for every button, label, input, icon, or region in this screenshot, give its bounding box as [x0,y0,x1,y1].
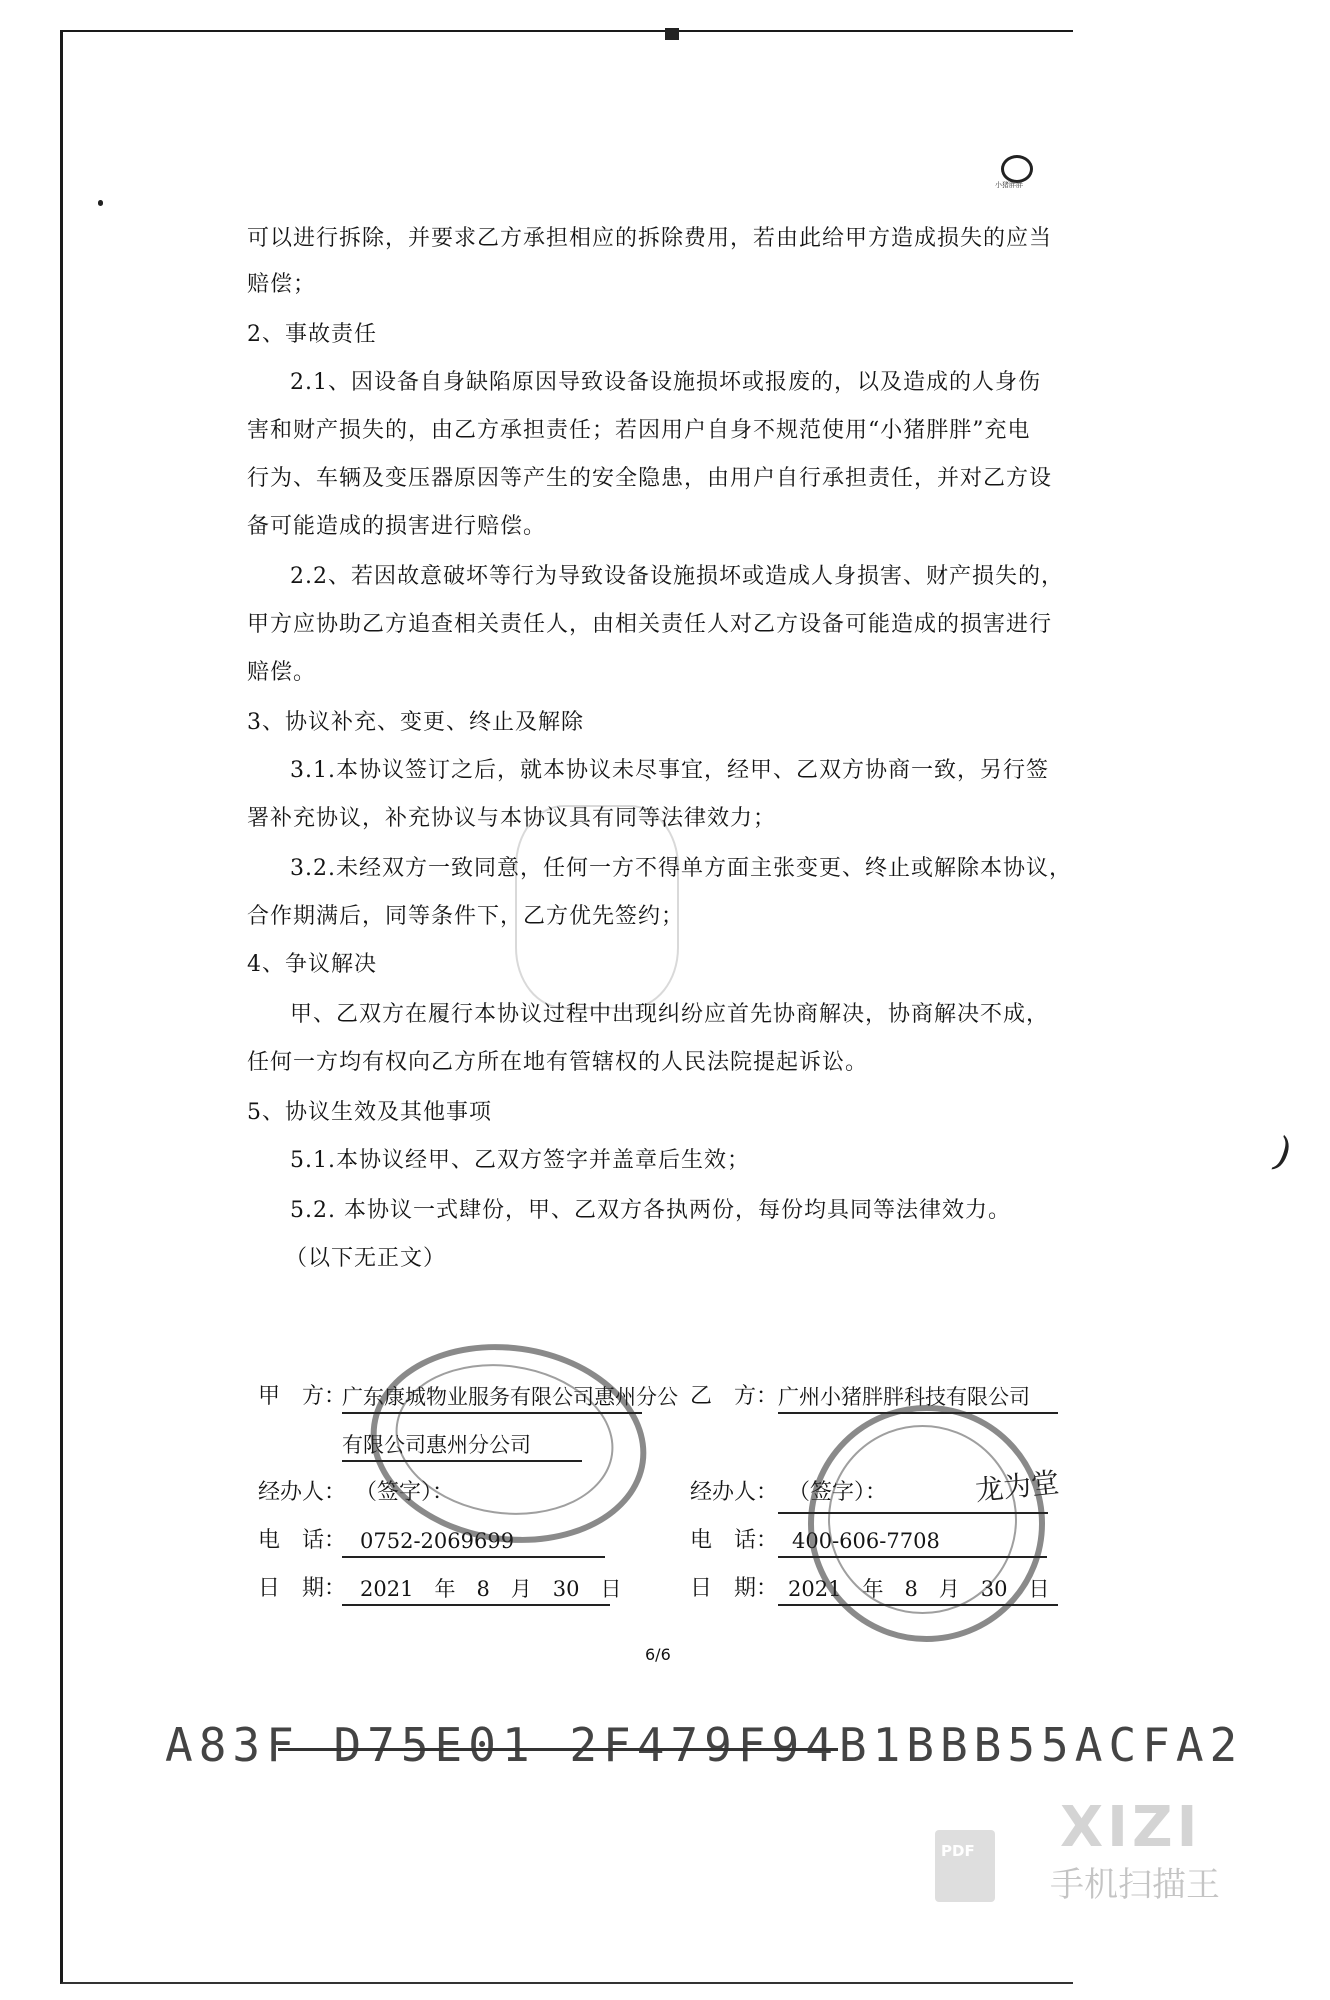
party-a-name-line1: 广东康城物业服务有限公司惠州分公 [342,1382,642,1414]
body-line: 5.1.本协议经甲、乙双方签字并盖章后生效； [290,1148,750,1173]
body-line: 合作期满后，同等条件下，乙方优先签约； [247,904,685,929]
margin-handwritten-mark: ) [1267,1128,1299,1178]
section-heading: 3、协议补充、变更、终止及解除 [247,710,584,735]
pdf-icon-label: PDF [941,1842,975,1860]
scan-speck [98,200,103,206]
party-a-phone-label: 电 话： [258,1528,347,1553]
body-line: 3.1.本协议签订之后，就本协议未尽事宜，经甲、乙双方协商一致，另行签 [290,758,1049,783]
body-line: 甲方应协助乙方追查相关责任人，由相关责任人对乙方设备可能造成的损害进行 [247,612,1053,637]
body-line: 3.2.未经双方一致同意，任何一方不得单方面主张变更、终止或解除本协议， [290,856,1072,881]
party-a-date-label: 日 期： [258,1576,347,1601]
body-line: 署补充协议，补充协议与本协议具有同等法律效力； [247,806,777,831]
party-b-phone-label: 电 话： [690,1528,779,1553]
section-heading: 4、争议解决 [247,952,377,977]
party-b-date: 2021 年 8 月 30 日 [778,1574,1058,1606]
section-heading: 2、事故责任 [247,322,377,347]
body-line: 赔偿； [247,272,317,297]
watermark-logo: XIZI [1060,1795,1202,1860]
body-line: 任何一方均有权向乙方所在地有管辖权的人民法院提起诉讼。 [247,1050,869,1075]
party-a-handler-label: 经办人： [258,1480,347,1505]
party-a-date: 2021 年 8 月 30 日 [342,1574,610,1606]
body-line: 备可能造成的损害进行赔偿。 [247,514,547,539]
body-line: 行为、车辆及变压器原因等产生的安全隐患，由用户自行承担责任，并对乙方设 [247,466,1053,491]
body-line: 2.1、因设备自身缺陷原因导致设备设施损坏或报废的，以及造成的人身伤 [290,370,1041,395]
party-b-date-label: 日 期： [690,1576,779,1601]
party-b-phone: 400-606-7708 [778,1526,1047,1558]
party-b-handler-sign: （签字）： [788,1480,888,1505]
party-a-handler-sign: （签字）： [355,1480,455,1505]
party-b-label: 乙 方： [690,1384,779,1409]
section-heading: 5、协议生效及其他事项 [247,1100,492,1125]
body-line: 害和财产损失的，由乙方承担责任；若因用户自身不规范使用“小猪胖胖”充电 [247,418,1031,443]
body-line: （以下无正文） [285,1246,447,1271]
party-b-handwritten-signature: 龙为堂 [973,1465,1061,1508]
body-line: 甲、乙双方在履行本协议过程中出现纠纷应首先协商解决，协商解决不成， [290,1002,1050,1027]
party-b-name: 广州小猪胖胖科技有限公司 [778,1382,1058,1414]
scan-speck [665,28,679,40]
body-line: 5.2. 本协议一式肆份，甲、乙双方各执两份，每份均具同等法律效力。 [290,1198,1011,1223]
page-number: 6/6 [645,1645,671,1664]
body-line: 2.2、若因故意破坏等行为导致设备设施损坏或造成人身损害、财产损失的， [290,564,1064,589]
scanner-watermark [1050,1795,1240,1905]
body-line: 可以进行拆除，并要求乙方承担相应的拆除费用，若由此给甲方造成损失的应当 [247,226,1053,251]
party-b-handler-label: 经办人： [690,1480,779,1505]
company-logo-icon: 小猪胖胖 [995,155,1037,191]
party-a-name-line2: 有限公司惠州分公司 [342,1430,582,1462]
stamp-smudge [515,805,679,1009]
pdf-file-icon [935,1830,995,1902]
body-line: 赔偿。 [247,660,317,685]
party-b-seal-inner-ring [828,1425,1017,1614]
watermark-subtitle: 手机扫描王 [1050,1865,1220,1905]
serial-strike-line [278,1748,838,1751]
party-a-label: 甲 方： [258,1384,347,1409]
party-a-phone: 0752-2069699 [342,1526,605,1558]
document-serial-code: A83F D75E01 2F479F94B1BBB55ACFA2 [165,1718,1244,1772]
